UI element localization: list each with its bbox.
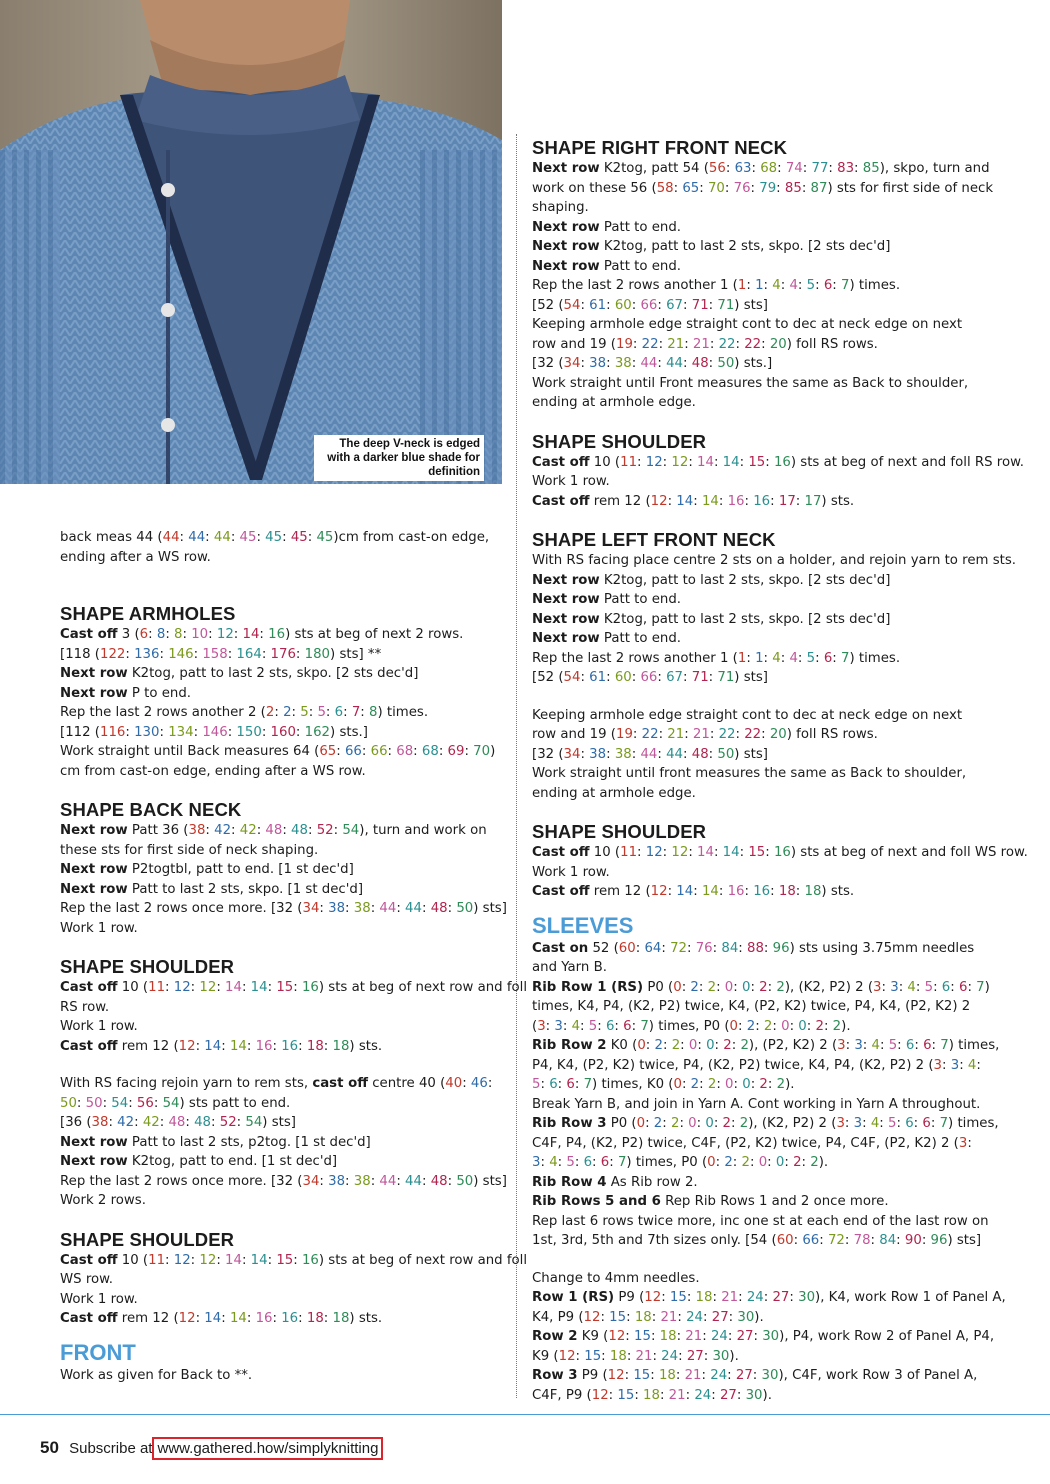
pattern-line: Work 1 row. — [60, 1019, 138, 1034]
pattern-line: Next row Patt to end. — [532, 592, 681, 607]
pattern-line: Row 3 P9 (12: 15: 18: 21: 24: 27: 30), C4F, work Row 3 of Panel A, — [532, 1368, 978, 1383]
pattern-line: 50: 50: 54: 56: 54) sts patt to end. — [60, 1095, 291, 1111]
section-heading: FRONT — [60, 1339, 136, 1365]
pattern-line: Next row Patt to last 2 sts, p2tog. [1 st dec'd] — [60, 1134, 371, 1150]
pattern-line: Cast off 3 (6: 8: 8: 10: 12: 14: 16) sts at beg of next 2 rows. — [60, 627, 464, 642]
pattern-line: [112 (116: 130: 134: 146: 150: 160: 162) sts.] — [60, 724, 368, 740]
pattern-line: Cast off rem 12 (12: 14: 14: 16: 16: 18: 18) sts. — [532, 884, 855, 899]
photo-caption: The deep V-neck is edged with a darker blue shade for definition — [314, 435, 484, 481]
pattern-line: Work 1 row. — [532, 474, 610, 489]
pattern-line: Rep the last 2 rows another 2 (2: 2: 5: 5: 6: 7: 8) times. — [60, 705, 429, 720]
pattern-line: 3: 4: 5: 6: 6: 7) times, P0 (0: 2: 2: 0: 0: 2: 2). — [532, 1155, 829, 1170]
pattern-line: C4F, P9 (12: 15: 18: 21: 24: 27: 30). — [532, 1387, 772, 1403]
footer — [40, 1438, 383, 1458]
pattern-line: [32 (34: 38: 38: 44: 44: 48: 50) sts.] — [532, 356, 773, 371]
left-column — [60, 528, 528, 1385]
pattern-line: K9 (12: 15: 18: 21: 24: 27: 30). — [532, 1348, 739, 1364]
page-number: 50 — [40, 1438, 59, 1457]
spacer — [60, 1329, 500, 1340]
spacer — [532, 1251, 982, 1269]
pattern-line: Keeping armhole edge straight cont to dec at neck edge on next — [532, 707, 963, 723]
pattern-line: 1st, 3rd, 5th and 7th sizes only. [54 (60: 66: 72: 78: 84: 90: 96) sts] — [532, 1233, 982, 1248]
pattern-line: With RS facing rejoin yarn to rem sts, cast off centre 40 (40: 46: — [60, 1076, 493, 1091]
spacer — [60, 567, 500, 585]
pattern-line: Break Yarn B, and join in Yarn A. Cont working in Yarn A throughout. — [532, 1096, 981, 1112]
pattern-line: row and 19 (19: 22: 21: 21: 22: 22: 20) foll RS rows. — [532, 336, 878, 352]
pattern-line: Rep the last 2 rows another 1 (1: 1: 4: 4: 5: 6: 7) times. — [532, 650, 901, 666]
pattern-line: WS row. — [60, 1272, 114, 1287]
pattern-line: cm from cast-on edge, ending after a WS row. — [60, 763, 366, 779]
pattern-line: P4, K4, (P2, K2) twice, P4, (K2, P2) twice, K4, P4, (K2, P2) 2 (3: 3: 4: — [532, 1057, 981, 1073]
pattern-line: Work straight until Front measures the same as Back to shoulder, — [532, 375, 969, 391]
pattern-line: Next row Patt to end. — [532, 258, 681, 274]
pattern-line: times, K4, P4, (K2, P2) twice, K4, (P2, K2) twice, P4, K4, (P2, K2) 2 — [532, 999, 971, 1014]
pattern-line: Cast off 10 (11: 12: 12: 14: 14: 15: 16) sts at beg of next and foll RS row. — [532, 454, 1024, 470]
pattern-line: Rep the last 2 rows once more. [32 (34: 38: 38: 44: 44: 48: 50) sts] — [60, 901, 507, 916]
pattern-line: row and 19 (19: 22: 21: 21: 22: 22: 20) foll RS rows. — [532, 727, 878, 742]
spacer — [532, 902, 982, 913]
pattern-line: Rib Rows 5 and 6 Rep Rib Rows 1 and 2 once more. — [532, 1194, 889, 1209]
column-divider — [516, 134, 517, 1398]
pattern-line: ending after a WS row. — [60, 549, 211, 565]
spacer — [532, 688, 982, 706]
pattern-line: work on these 56 (58: 65: 70: 76: 79: 85: 87) sts for first side of neck — [532, 180, 994, 196]
pattern-line: shaping. — [532, 200, 589, 215]
pattern-line: ending at armhole edge. — [532, 785, 696, 801]
spacer — [60, 781, 500, 799]
pattern-line: Next row Patt 36 (38: 42: 42: 48: 48: 52: 54), turn and work on — [60, 823, 487, 838]
pattern-line: (3: 3: 4: 5: 6: 6: 7) times, P0 (0: 2: 2: 0: 0: 2: 2). — [532, 1018, 851, 1034]
pattern-line: Cast off 10 (11: 12: 12: 14: 14: 15: 16) sts at beg of next and foll WS row. — [532, 845, 1028, 860]
section-heading: SHAPE BACK NECK — [60, 799, 242, 820]
section-heading: SHAPE SHOULDER — [60, 1228, 235, 1250]
spacer — [60, 585, 500, 603]
pattern-line: Next row P2togtbl, patt to end. [1 st dec'd] — [60, 862, 354, 877]
pattern-line: RS row. — [60, 999, 110, 1015]
pattern-line: Row 1 (RS) P9 (12: 15: 18: 21: 24: 27: 30), K4, work Row 1 of Panel A, — [532, 1290, 1006, 1305]
spacer — [60, 938, 500, 956]
section-heading: SHAPE SHOULDER — [532, 430, 707, 452]
pattern-line: Cast off rem 12 (12: 14: 14: 16: 16: 18: 18) sts. — [60, 1038, 383, 1054]
pattern-line: Next row K2tog, patt to last 2 sts, skpo. [2 sts dec'd] — [532, 611, 891, 627]
pattern-line: Rib Row 1 (RS) P0 (0: 2: 2: 0: 0: 2: 2), (K2, P2) 2 (3: 3: 4: 5: 6: 6: 7) — [532, 979, 990, 995]
pattern-line: Cast off rem 12 (12: 14: 14: 16: 16: 18: 18) sts. — [60, 1311, 383, 1326]
pattern-line: Rep last 6 rows twice more, inc one st at each end of the last row on — [532, 1213, 989, 1229]
spacer — [60, 1211, 500, 1229]
pattern-line: K4, P9 (12: 15: 18: 21: 24: 27: 30). — [532, 1309, 764, 1325]
section-heading: SHAPE SHOULDER — [532, 821, 707, 842]
pattern-line: Next row Patt to last 2 sts, skpo. [1 st dec'd] — [60, 881, 364, 897]
footer-rule — [0, 1414, 1050, 1415]
pattern-line: Next row P to end. — [60, 685, 192, 701]
pattern-line: [52 (54: 61: 60: 66: 67: 71: 71) sts] — [532, 670, 768, 685]
pattern-line: Next row Patt to end. — [532, 631, 681, 646]
pattern-line: C4F, P4, (K2, P2) twice, C4F, (P2, K2) twice, P4, C4F, (P2, K2) 2 (3: — [532, 1135, 972, 1151]
section-heading: SHAPE RIGHT FRONT NECK — [532, 137, 788, 158]
pattern-line: Row 2 K9 (12: 15: 18: 21: 24: 27: 30), P4, work Row 2 of Panel A, P4, — [532, 1329, 995, 1344]
pattern-line: ending at armhole edge. — [532, 395, 696, 410]
pattern-line: Rib Row 2 K0 (0: 2: 2: 0: 0: 2: 2), (P2, K2) 2 (3: 3: 4: 5: 6: 6: 7) times, — [532, 1038, 1000, 1053]
pattern-line: Work 1 row. — [60, 920, 138, 936]
pattern-line: Cast off 10 (11: 12: 12: 14: 14: 15: 16) sts at beg of next row and foll — [60, 1252, 528, 1268]
pattern-line: Cast off rem 12 (12: 14: 14: 16: 16: 17: 17) sts. — [532, 493, 855, 509]
pattern-line: [118 (122: 136: 146: 158: 164: 176: 180) sts] ** — [60, 646, 382, 662]
pattern-line: Work straight until front measures the same as Back to shoulder, — [532, 766, 967, 781]
pattern-line: Change to 4mm needles. — [532, 1270, 700, 1286]
section-heading: SHAPE SHOULDER — [60, 956, 235, 977]
pattern-line: Work straight until Back measures 64 (65: 66: 66: 68: 68: 69: 70) — [60, 744, 496, 759]
section-heading: SHAPE ARMHOLES — [60, 603, 236, 624]
garment-photo — [0, 0, 502, 484]
pattern-line: Next row Patt to end. — [532, 219, 681, 235]
pattern-line: Next row K2tog, patt 54 (56: 63: 68: 74: 77: 83: 85), skpo, turn and — [532, 161, 990, 176]
pattern-line: Rep the last 2 rows another 1 (1: 1: 4: 4: 5: 6: 7) times. — [532, 278, 901, 293]
section-heading: SLEEVES — [532, 912, 634, 938]
pattern-line: back meas 44 (44: 44: 44: 45: 45: 45: 45)cm from cast-on edge, — [60, 530, 490, 545]
pattern-line: Work 2 rows. — [60, 1193, 146, 1208]
spacer — [532, 413, 982, 431]
subscribe-text: Subscribe at — [69, 1440, 153, 1457]
pattern-line: Work as given for Back to **. — [60, 1367, 253, 1383]
spacer — [60, 1056, 500, 1074]
pattern-line: 5: 6: 6: 7) times, K0 (0: 2: 2: 0: 0: 2: 2). — [532, 1077, 795, 1092]
pattern-line: [36 (38: 42: 42: 48: 48: 52: 54) sts] — [60, 1115, 296, 1130]
pattern-line: With RS facing place centre 2 sts on a holder, and rejoin yarn to rem sts. — [532, 553, 1016, 568]
knitted-vest-photo — [0, 0, 502, 484]
pattern-line: Cast on 52 (60: 64: 72: 76: 84: 88: 96) sts using 3.75mm needles — [532, 940, 975, 956]
pattern-line: Next row K2tog, patt to end. [1 st dec'd] — [60, 1154, 338, 1169]
pattern-line: Cast off 10 (11: 12: 12: 14: 14: 15: 16) sts at beg of next row and foll — [60, 980, 528, 995]
subscribe-link[interactable]: www.gathered.how/simplyknitting — [152, 1437, 383, 1460]
pattern-line: [32 (34: 38: 38: 44: 44: 48: 50) sts] — [532, 746, 768, 762]
spacer — [532, 803, 982, 821]
pattern-line: [52 (54: 61: 60: 66: 67: 71: 71) sts] — [532, 297, 768, 313]
pattern-line: Next row K2tog, patt to last 2 sts, skpo. [2 sts dec'd] — [532, 572, 891, 588]
pattern-line: Next row K2tog, patt to last 2 sts, skpo. [2 sts dec'd] — [532, 239, 891, 254]
pattern-line: Rib Row 3 P0 (0: 2: 2: 0: 0: 2: 2), (K2, P2) 2 (3: 3: 4: 5: 6: 6: 7) times, — [532, 1116, 999, 1131]
right-column — [532, 137, 1028, 1405]
pattern-line: Rep the last 2 rows once more. [32 (34: 38: 38: 44: 44: 48: 50) sts] — [60, 1173, 507, 1189]
pattern-line: Work 1 row. — [60, 1291, 138, 1307]
section-heading: SHAPE LEFT FRONT NECK — [532, 529, 776, 550]
pattern-line: Rib Row 4 As Rib row 2. — [532, 1174, 698, 1190]
pattern-line: Next row K2tog, patt to last 2 sts, skpo. [2 sts dec'd] — [60, 666, 419, 681]
spacer — [532, 511, 982, 529]
pattern-line: Keeping armhole edge straight cont to dec at neck edge on next — [532, 317, 963, 332]
pattern-line: Work 1 row. — [532, 864, 610, 880]
pattern-line: these sts for first side of neck shaping. — [60, 842, 319, 858]
pattern-line: and Yarn B. — [532, 960, 607, 975]
